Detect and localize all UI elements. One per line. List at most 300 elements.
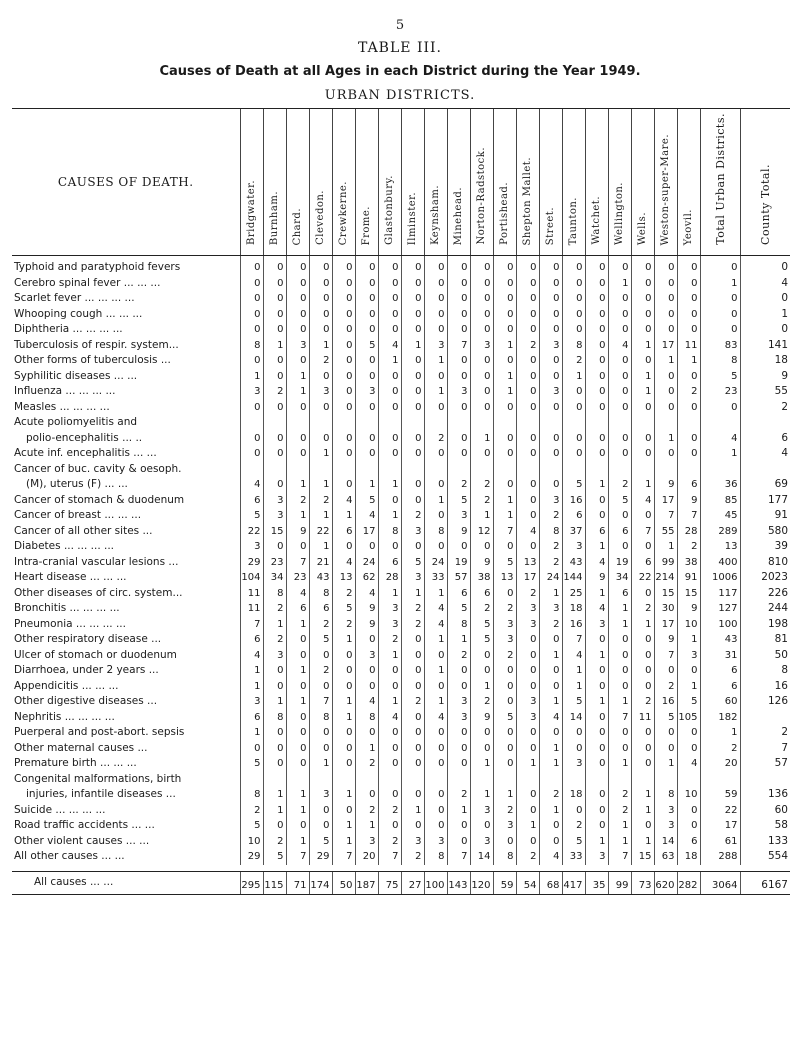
cell-value: 58	[740, 818, 790, 834]
cell-value: 43	[562, 555, 585, 571]
cell-value: 226	[740, 586, 790, 602]
cell-value: 55	[740, 384, 790, 400]
cell-value: 0	[562, 307, 585, 323]
cell-value: 0	[424, 539, 447, 555]
cell-value: 1	[309, 508, 332, 524]
cell-value: 0	[539, 725, 562, 741]
cell-value	[424, 772, 447, 788]
cell-value: 3	[378, 601, 401, 617]
cell-value: 1	[470, 679, 493, 695]
column-header	[562, 109, 585, 256]
cell-value: 8	[700, 353, 740, 369]
cell-value: 38	[470, 570, 493, 586]
cell-value: 30	[654, 601, 677, 617]
cell-value: 0	[470, 276, 493, 292]
cell-value: 0	[631, 431, 654, 447]
cell-value: 0	[447, 834, 470, 850]
cell-value: 29	[240, 849, 263, 865]
column-header	[631, 109, 654, 256]
cell-value: 0	[585, 710, 608, 726]
cell-value: 0	[631, 291, 654, 307]
cell-value: 127	[700, 601, 740, 617]
cell-value	[493, 415, 516, 431]
cell-value	[447, 415, 470, 431]
table-row	[12, 446, 790, 462]
cell-value	[677, 462, 700, 478]
cell-value: 0	[562, 322, 585, 338]
cell-value: 0	[378, 307, 401, 323]
cell-value: 0	[539, 477, 562, 493]
cell-value: 19	[608, 555, 631, 571]
cell-value: 0	[424, 679, 447, 695]
cell-value: 2	[631, 601, 654, 617]
cell-value: 2	[470, 694, 493, 710]
cell-value: 0	[355, 446, 378, 462]
cell-value: 3	[309, 787, 332, 803]
cell-value: 3	[401, 834, 424, 850]
cell-value: 0	[654, 291, 677, 307]
cell-value: 0	[355, 291, 378, 307]
cell-value: 0	[309, 307, 332, 323]
cell-value: 33	[424, 570, 447, 586]
cell-value: 63	[654, 849, 677, 865]
cell-value: 45	[700, 508, 740, 524]
cell-value: 0	[677, 803, 700, 819]
cell-value: 16	[654, 694, 677, 710]
cell-value: 2	[378, 834, 401, 850]
table-row	[12, 772, 790, 788]
cell-value: 16	[740, 679, 790, 695]
cell-value: 1	[562, 663, 585, 679]
cell-value: 38	[677, 555, 700, 571]
cell-value: 1	[424, 586, 447, 602]
cell-value: 0	[677, 400, 700, 416]
cell-value: 0	[424, 400, 447, 416]
cell-value: 0	[332, 539, 355, 555]
cell-value: 1	[240, 369, 263, 385]
totals-row	[12, 871, 790, 894]
cell-value: 0	[562, 276, 585, 292]
cell-value: 0	[539, 291, 562, 307]
cell-value: 2	[286, 493, 309, 509]
cell-value: 2	[539, 555, 562, 571]
cell-value	[309, 415, 332, 431]
table-row	[12, 617, 790, 633]
cell-value: 0	[286, 741, 309, 757]
cell-value: 0	[631, 756, 654, 772]
cell-value: 0	[677, 725, 700, 741]
cell-value: 0	[424, 741, 447, 757]
cell-value: 2	[516, 849, 539, 865]
cell-value: 1	[493, 493, 516, 509]
cause-label: Syphilitic diseases ... ...	[14, 369, 138, 382]
cell-value: 1	[631, 384, 654, 400]
cell-value: 0	[332, 741, 355, 757]
cell-value: 104	[240, 570, 263, 586]
cell-value: 3	[539, 493, 562, 509]
cell-value: 0	[378, 493, 401, 509]
cell-value: 0	[332, 322, 355, 338]
cell-value: 25	[562, 586, 585, 602]
cell-value	[585, 415, 608, 431]
cell-value: 0	[493, 291, 516, 307]
cell-value: 1	[286, 384, 309, 400]
cell-value: 1	[378, 477, 401, 493]
cell-value: 1	[424, 694, 447, 710]
cause-label: Other diseases of circ. system...	[14, 586, 183, 599]
cell-value: 33	[562, 849, 585, 865]
cell-value: 2	[608, 787, 631, 803]
cell-value: 0	[263, 725, 286, 741]
cause-label: Suicide ... ... ... ...	[14, 803, 106, 816]
cell-value: 0	[378, 818, 401, 834]
cell-value: 0	[470, 307, 493, 323]
cell-value: 1	[608, 756, 631, 772]
cell-value: 0	[378, 725, 401, 741]
cell-value: 0	[631, 353, 654, 369]
cell-value: 0	[309, 741, 332, 757]
cell-value: 5	[355, 338, 378, 354]
cell-value: 10	[240, 834, 263, 850]
cell-value: 0	[378, 446, 401, 462]
cell-value: 3	[516, 710, 539, 726]
cell-value: 22	[309, 524, 332, 540]
cell-value: 99	[654, 555, 677, 571]
cell-value: 7	[447, 338, 470, 354]
cell-value: 0	[700, 400, 740, 416]
cell-value: 3	[240, 539, 263, 555]
cell-value: 0	[401, 369, 424, 385]
cell-value: 0	[401, 663, 424, 679]
cell-value: 0	[631, 818, 654, 834]
cell-value: 1	[447, 632, 470, 648]
cell-value: 0	[516, 632, 539, 648]
cell-value: 0	[355, 539, 378, 555]
cell-value: 0	[447, 756, 470, 772]
cell-value: 1	[539, 803, 562, 819]
cell-value: 0	[355, 400, 378, 416]
cell-value: 11	[240, 601, 263, 617]
cell-value: 0	[424, 369, 447, 385]
cell-value: 2	[401, 694, 424, 710]
page-number: 5	[395, 18, 405, 33]
cell-value: 0	[585, 663, 608, 679]
cell-value: 11	[677, 338, 700, 354]
cell-value: 60	[700, 694, 740, 710]
cell-value: 2	[401, 601, 424, 617]
cell-value: 1	[631, 834, 654, 850]
cause-label: Diphtheria ... ... ... ...	[14, 323, 123, 335]
cell-value: 0	[424, 307, 447, 323]
cell-value	[240, 415, 263, 431]
cause-header: CAUSES OF DEATH.	[12, 109, 240, 256]
cell-value: 2	[539, 787, 562, 803]
cell-value: 29	[309, 849, 332, 865]
cell-value: 0	[378, 539, 401, 555]
cell-value: 16	[562, 617, 585, 633]
cell-value: 0	[608, 663, 631, 679]
cell-value: 0	[401, 539, 424, 555]
cell-value: 4	[740, 276, 790, 292]
cell-value: 29	[240, 555, 263, 571]
cell-value: 0	[401, 477, 424, 493]
column-header	[401, 109, 424, 256]
cell-value: 0	[286, 710, 309, 726]
cell-value: 0	[631, 741, 654, 757]
cell-value: 0	[654, 741, 677, 757]
cell-value: 4	[424, 601, 447, 617]
cell-value	[516, 415, 539, 431]
cell-value: 1	[585, 834, 608, 850]
cell-value: 0	[263, 256, 286, 276]
table-row	[12, 741, 790, 757]
cell-value: 2	[470, 493, 493, 509]
cell-value: 0	[608, 400, 631, 416]
cell-value: 1	[263, 338, 286, 354]
table-row	[12, 353, 790, 369]
cause-label: Cancer of buc. cavity & oesoph.	[14, 462, 182, 475]
cell-value: 0	[401, 307, 424, 323]
cell-value: 0	[401, 632, 424, 648]
cell-value: 4	[700, 431, 740, 447]
cell-value: 0	[493, 586, 516, 602]
cell-value	[263, 415, 286, 431]
cell-value: 0	[401, 756, 424, 772]
cell-value: 7	[332, 849, 355, 865]
cell-value: 9	[470, 555, 493, 571]
cause-label: Acute poliomyelitis and	[14, 416, 138, 428]
cell-value	[562, 462, 585, 478]
cell-value	[424, 415, 447, 431]
cell-value: 0	[585, 276, 608, 292]
cell-value: 13	[332, 570, 355, 586]
cell-value: 0	[631, 446, 654, 462]
cell-value: 0	[608, 353, 631, 369]
cell-value: 3	[654, 818, 677, 834]
cell-value: 0	[562, 431, 585, 447]
table-row	[12, 508, 790, 524]
cell-value: 2	[470, 477, 493, 493]
cell-value: 6	[585, 524, 608, 540]
cell-value: 810	[740, 555, 790, 571]
cell-value	[355, 415, 378, 431]
cell-value: 0	[539, 818, 562, 834]
cell-value	[700, 462, 740, 478]
cell-value	[654, 462, 677, 478]
cell-value: 0	[539, 276, 562, 292]
cell-value: 10	[677, 787, 700, 803]
cell-value: 5	[309, 834, 332, 850]
cell-value: 2	[493, 648, 516, 664]
table-title: Causes of Death at all Ages in each District during the Year 1949.	[159, 64, 641, 79]
column-header	[700, 109, 740, 256]
cause-label: Cancer of breast ... ... ...	[14, 509, 142, 521]
cell-value: 0	[286, 539, 309, 555]
cell-value: 2	[631, 694, 654, 710]
cell-value: 0	[401, 741, 424, 757]
cell-value: 1	[401, 803, 424, 819]
cell-value: 73	[631, 871, 654, 894]
cell-value: 8	[240, 787, 263, 803]
cell-value: 0	[516, 834, 539, 850]
cell-value: 0	[585, 508, 608, 524]
cell-value: 8	[263, 586, 286, 602]
cell-value: 3	[562, 539, 585, 555]
cause-label: Congenital malformations, birth	[14, 772, 182, 785]
cell-value: 0	[562, 384, 585, 400]
cell-value: 23	[263, 555, 286, 571]
cell-value: 0	[608, 322, 631, 338]
cell-value: 1	[424, 493, 447, 509]
cell-value: 0	[493, 353, 516, 369]
cell-value: 1	[424, 353, 447, 369]
cell-value: 4	[608, 338, 631, 354]
cell-value	[493, 462, 516, 478]
cause-label: injuries, infantile diseases ...	[26, 788, 176, 800]
cell-value: 0	[631, 256, 654, 276]
cell-value: 0	[240, 431, 263, 447]
cell-value: 187	[355, 871, 378, 894]
cell-value: 0	[631, 322, 654, 338]
cell-value: 2	[401, 508, 424, 524]
cell-value	[401, 462, 424, 478]
cell-value: 6	[608, 586, 631, 602]
cell-value: 7	[677, 508, 700, 524]
cell-value: 0	[424, 648, 447, 664]
cell-value: 4	[516, 524, 539, 540]
cell-value: 1	[355, 818, 378, 834]
cell-value: 0	[608, 431, 631, 447]
column-header-label: Total Urban Districts.	[713, 113, 727, 245]
cell-value: 2	[740, 400, 790, 416]
cell-value: 0	[470, 663, 493, 679]
cell-value: 3	[493, 632, 516, 648]
cell-value: 1	[585, 694, 608, 710]
cell-value: 2	[424, 431, 447, 447]
cell-value: 81	[740, 632, 790, 648]
cause-label: Influenza ... ... ... ...	[14, 385, 116, 397]
cell-value: 7	[286, 555, 309, 571]
cell-value: 0	[631, 276, 654, 292]
cell-value: 0	[516, 322, 539, 338]
cell-value: 7	[447, 849, 470, 865]
cell-value: 1	[332, 710, 355, 726]
cell-value: 0	[562, 725, 585, 741]
cell-value: 0	[608, 307, 631, 323]
cell-value: 6	[240, 493, 263, 509]
cell-value: 0	[493, 741, 516, 757]
cell-value: 182	[700, 710, 740, 726]
cell-value: 0	[286, 648, 309, 664]
cell-value	[608, 415, 631, 431]
cell-value: 1	[286, 787, 309, 803]
cell-value: 0	[332, 679, 355, 695]
cell-value: 141	[740, 338, 790, 354]
cell-value: 0	[263, 322, 286, 338]
cell-value: 0	[332, 384, 355, 400]
table-row	[12, 415, 790, 431]
cell-value	[447, 772, 470, 788]
cell-value: 0	[332, 276, 355, 292]
cell-value: 0	[562, 256, 585, 276]
cell-value: 2	[447, 648, 470, 664]
cell-value: 1	[286, 694, 309, 710]
cell-value: 2	[309, 617, 332, 633]
cell-value: 0	[677, 431, 700, 447]
cell-value: 0	[378, 276, 401, 292]
cell-value: 0	[516, 679, 539, 695]
column-header	[355, 109, 378, 256]
cell-value: 12	[470, 524, 493, 540]
cell-value	[424, 462, 447, 478]
cell-value: 5	[654, 710, 677, 726]
cell-value: 0	[401, 679, 424, 695]
cell-value: 198	[740, 617, 790, 633]
cell-value: 0	[516, 400, 539, 416]
column-header	[332, 109, 355, 256]
cell-value: 1	[585, 477, 608, 493]
cell-value: 0	[654, 322, 677, 338]
cell-value: 0	[539, 663, 562, 679]
cell-value: 1	[677, 679, 700, 695]
column-header	[677, 109, 700, 256]
cell-value: 0	[631, 663, 654, 679]
column-header-label: Ilminster.	[407, 191, 418, 245]
cell-value: 2	[332, 617, 355, 633]
cell-value: 0	[424, 322, 447, 338]
cell-value: 1	[493, 787, 516, 803]
cell-value	[470, 462, 493, 478]
cell-value: 0	[631, 725, 654, 741]
cell-value: 1	[608, 834, 631, 850]
cell-value: 0	[424, 803, 447, 819]
table-row	[12, 431, 790, 447]
cell-value: 0	[470, 539, 493, 555]
cell-value: 0	[654, 725, 677, 741]
cell-value: 2	[355, 803, 378, 819]
cell-value: 0	[263, 741, 286, 757]
cell-value: 0	[516, 307, 539, 323]
table-row	[12, 307, 790, 323]
cell-value: 0	[309, 679, 332, 695]
cell-value: 4	[332, 493, 355, 509]
cell-value: 3	[516, 601, 539, 617]
cell-value: 1	[539, 694, 562, 710]
cell-value: 0	[608, 508, 631, 524]
cell-value: 0	[585, 493, 608, 509]
column-header	[470, 109, 493, 256]
cell-value: 1	[631, 617, 654, 633]
table-row	[12, 601, 790, 617]
column-header-label: Chard.	[292, 207, 303, 245]
cell-value: 59	[493, 871, 516, 894]
cell-value: 57	[447, 570, 470, 586]
column-header	[263, 109, 286, 256]
cell-value: 1	[332, 787, 355, 803]
cell-value	[240, 772, 263, 788]
cell-value: 3	[263, 493, 286, 509]
cell-value: 0	[470, 818, 493, 834]
cell-value: 0	[263, 291, 286, 307]
cell-value: 14	[562, 710, 585, 726]
cell-value: 0	[585, 803, 608, 819]
cell-value: 0	[332, 307, 355, 323]
cell-value: 5	[447, 493, 470, 509]
cell-value: 3	[585, 617, 608, 633]
cell-value: 0	[378, 400, 401, 416]
cell-value: 0	[355, 787, 378, 803]
table-row	[12, 493, 790, 509]
